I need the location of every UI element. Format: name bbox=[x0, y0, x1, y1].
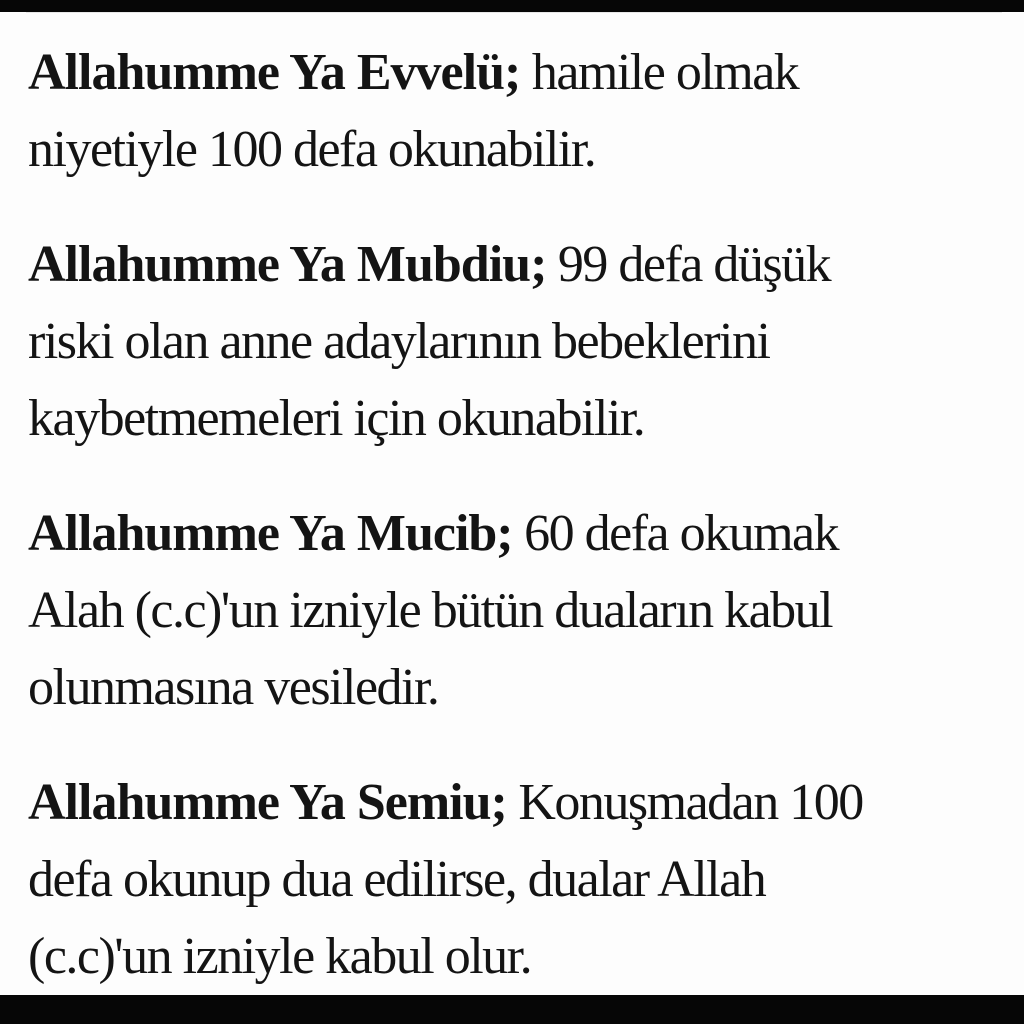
paragraph-semiu bbox=[28, 764, 1018, 995]
paragraph-lead: Allahumme Ya Evvelü; bbox=[28, 44, 521, 101]
text-line: kaybetmemeleri için okunabilir. bbox=[28, 390, 645, 447]
text-line: olunmasına vesiledir. bbox=[28, 659, 439, 716]
paragraph-evvelu bbox=[28, 34, 1018, 188]
letterbox-bottom-bar bbox=[0, 995, 1024, 1024]
paragraph-lead: Allahumme Ya Mubdiu; bbox=[28, 236, 547, 293]
document-text-area bbox=[28, 12, 1018, 1024]
paragraph-text: hamile olmak bbox=[520, 44, 799, 101]
paragraph-lead: Allahumme Ya Mucib; bbox=[28, 505, 513, 562]
paragraph-mucib bbox=[28, 495, 1018, 726]
paragraph-lead: Allahumme Ya Semiu; bbox=[28, 774, 507, 831]
text-line: Alah (c.c)'un izniyle bütün duaların kabul bbox=[28, 582, 833, 639]
text-line: niyetiyle 100 defa okunabilir. bbox=[28, 121, 596, 178]
paragraph-text: Konuşmadan 100 bbox=[506, 774, 863, 831]
paragraph-text: 60 defa okumak bbox=[512, 505, 839, 562]
paragraph-mubdiu bbox=[28, 226, 1018, 457]
letterbox-top-bar bbox=[0, 0, 1024, 12]
text-line bbox=[28, 226, 1018, 303]
text-line bbox=[28, 495, 1018, 572]
text-line bbox=[28, 34, 1018, 111]
text-line: riski olan anne adaylarının bebeklerini bbox=[28, 313, 770, 370]
text-line: defa okunup dua edilirse, dualar Allah bbox=[28, 851, 766, 908]
text-line: (c.c)'un izniyle kabul olur. bbox=[28, 928, 532, 985]
paragraph-text: 99 defa düşük bbox=[546, 236, 831, 293]
text-line bbox=[28, 764, 1018, 841]
